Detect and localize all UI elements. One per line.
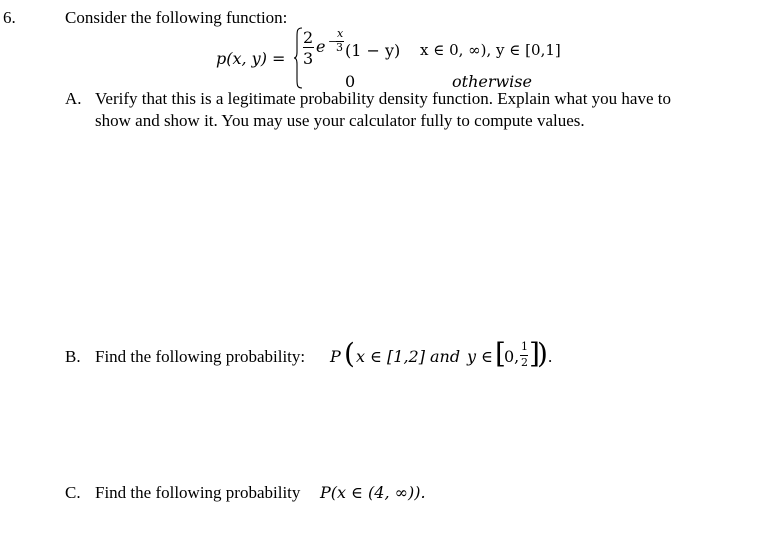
part-b-label: B.: [65, 347, 81, 366]
else-label: otherwise: [452, 72, 532, 91]
coef-fraction-bar: [303, 47, 314, 48]
problem-number: 6.: [3, 8, 16, 27]
part-b-p: P: [330, 347, 341, 366]
part-b-bracket-close: ]: [529, 337, 540, 370]
part-b-paren-close: ): [537, 337, 548, 370]
left-brace-icon: [293, 27, 303, 89]
part-b-inner: x ∈ [1,2]: [356, 347, 425, 366]
case-domain: x ∈ 0, ∞), y ∈ [0,1]: [420, 41, 561, 59]
coef-denominator: 3: [303, 49, 314, 68]
part-a-line1: Verify that this is a legitimate probability density function. Explain what you have to: [95, 89, 671, 108]
exp-minus: −: [328, 35, 338, 48]
else-value: 0: [345, 72, 356, 91]
part-c-text: Find the following probability: [95, 483, 301, 502]
part-b-text: Find the following probability:: [95, 347, 306, 366]
coef-numerator: 2: [303, 28, 314, 47]
exp-base: e: [316, 37, 326, 56]
part-b-frac-den: 2: [521, 356, 528, 369]
part-a-line2: show and show it. You may use your calculator fully to compute values.: [95, 111, 585, 130]
part-b-bracket-open: [: [495, 337, 506, 370]
problem-intro: Consider the following function:: [65, 8, 288, 27]
part-c-math: P(x ∈ (4, ∞)).: [320, 483, 426, 502]
part-b-end: .: [548, 347, 553, 366]
part-b-and: and: [430, 347, 461, 366]
factor: (1 − y): [345, 41, 401, 60]
function-lhs: p(x, y) =: [216, 49, 286, 68]
part-b-frac-num: 1: [521, 340, 528, 353]
part-b-paren-open: (: [344, 337, 355, 370]
exp-denominator: 3: [336, 41, 343, 54]
part-a-label: A.: [65, 89, 82, 108]
exp-numerator: x: [337, 27, 344, 40]
part-b-interval-open: 0,: [504, 347, 520, 366]
part-c-label: C.: [65, 483, 81, 502]
part-b-y: y ∈: [467, 347, 493, 366]
